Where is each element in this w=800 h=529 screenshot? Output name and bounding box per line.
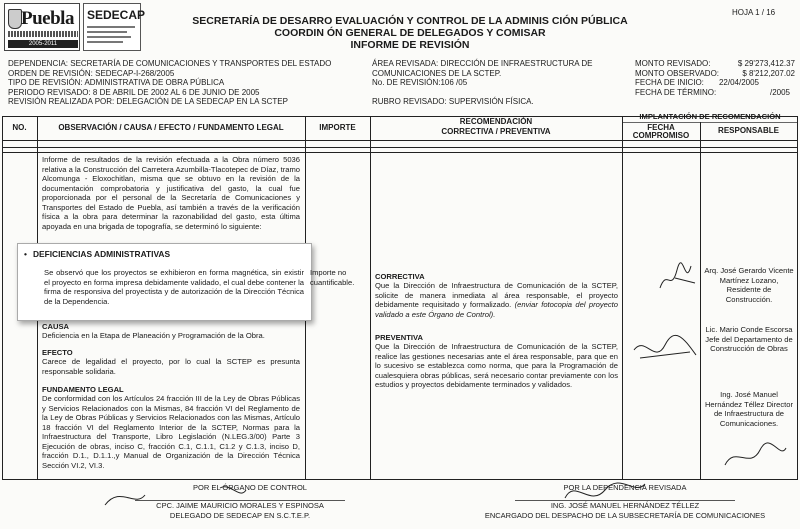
- info-tipo: TIPO DE REVISIÓN: ADMINISTRATIVA DE OBRA PÚBLICA: [8, 78, 225, 88]
- correctiva-body: Que la Dirección de Infraestructura de Comunicación de la SCTEP, solicite de manera inmediata al área responsable, el proyecto debidamente requisitado y formalizado.: [375, 281, 618, 309]
- header-recomendacion: RECOMENDACIÓN: [459, 117, 533, 126]
- fecha-termino-value: /2005: [769, 87, 790, 97]
- fecha-termino-label: FECHA DE TÉRMINO:: [635, 87, 717, 97]
- sedecap-text: SEDECAP: [87, 8, 146, 22]
- responsable-2: Lic. Mario Conde Escorsa Jefe del Departamento de Construcción de Obras: [705, 325, 793, 353]
- monto-revisado-value: $ 29'273,412.37: [737, 59, 795, 68]
- fundamento-title: FUNDAMENTO LEGAL: [42, 385, 124, 394]
- info-realizada: REVISIÓN REALIZADA POR: DELEGACIÓN DE LA SEDECAP EN LA SCTEP: [8, 97, 288, 107]
- info-no-revision: No. DE REVISIÓN:106 /05: [372, 78, 468, 88]
- preventiva-title: PREVENTIVA: [375, 333, 423, 342]
- logo-years: 2005-2011: [8, 40, 78, 48]
- title-line-3: INFORME DE REVISIÓN: [350, 39, 470, 51]
- puebla-logo: [4, 3, 80, 51]
- initials-signature-1: [655, 258, 700, 298]
- efecto-title: EFECTO: [42, 348, 73, 357]
- deficiencias-text: Se observó que los proyectos se exhibieron en forma magnética, sin existir el proyecto en forma impresa debidamente validado, el cual debe contener la firma de responsiva del proyectista y de autorización de la Dirección Técnica de la Dependencia.: [44, 268, 304, 306]
- correctiva-text: [375, 281, 618, 319]
- causa-text: Deficiencia en la Etapa de Planeación y Programación de la Obra.: [42, 331, 265, 340]
- info-left: [8, 59, 331, 107]
- importe-value: Importe no cuantificable.: [310, 268, 355, 287]
- logo-text: Puebla: [21, 8, 74, 29]
- header-compromiso: COMPROMISO: [632, 131, 690, 140]
- responsable-1: Arq. José Gerardo Vicente Martínez Lozano, Residente de Construcción.: [704, 266, 794, 304]
- responsable-3: Ing. José Manuel Hernández Téllez Director de Infraestructura de Comunicaciones.: [704, 390, 794, 428]
- info-mid: [372, 59, 592, 107]
- report-intro: Informe de resultados de la revisión efectuada a la Obra número 5036 relativa a la Construcción del Carretera Azumbilla-Tlacotepec de Díaz, tramo Alcomunga - Eloxochitlan, misma que se obtuvo en la revisión de la documentación comprobatoria y justificativa del gasto, la cual fue proporcionada por el personal de la Secretaría de Comunicaciones y Transportes del Estado de Puebla, así también a través de la verificación física a la obra para determinar la razonabilidad del gasto, esta última apoyada en una brigada de topografía, se determinó lo siguiente:: [42, 155, 300, 231]
- correctiva-title: CORRECTIVA: [375, 272, 425, 281]
- info-area: ÁREA REVISADA: DIRECCIÓN DE INFRAESTRUCTURA DE: [372, 59, 593, 68]
- coat-of-arms-icon: [8, 9, 22, 29]
- monto-observado-label: MONTO OBSERVADO:: [635, 68, 720, 78]
- monto-observado-value: $ 8'212,207.02: [742, 68, 795, 78]
- header-observacion: OBSERVACIÓN / CAUSA / EFECTO / FUNDAMENTO LEGAL: [58, 123, 284, 132]
- header-fecha: FECHA: [647, 123, 675, 132]
- initials-signature-3: [720, 440, 790, 475]
- info-periodo: PERIODO REVISADO: 8 DE ABRIL DE 2002 AL 6 DE JUNIO DE 2005: [8, 87, 260, 97]
- header-importe: IMPORTE: [319, 123, 356, 132]
- causa-title: CAUSA: [42, 322, 70, 331]
- title-line-2: COORDIN ÓN GENERAL DE DELEGADOS Y COMISAR: [274, 27, 546, 39]
- signature-left-label: POR EL ÓRGANO DE CONTROL: [193, 483, 307, 492]
- fecha-inicio-value: 22/04/2005: [718, 78, 759, 88]
- title-line-1: SECRETARÍA DE DESARRO EVALUACIÓN Y CONTROL DE LA ADMINIS CIÓN PÚBLICA: [192, 15, 628, 27]
- efecto-text: Carece de legalidad el proyecto, por lo cual la SCTEP es presunta responsable solidaria.: [42, 357, 300, 376]
- page-number: HOJA 1 / 16: [732, 8, 776, 17]
- logo-subtext: [8, 31, 78, 37]
- correctiva-note: (enviar fotocopia del proyecto validado a este Órgano de Control).: [375, 300, 618, 319]
- sedecap-logo: [83, 3, 146, 51]
- signature-left-name: CPC. JAIME MAURICIO MORALES Y ESPINOSA: [156, 501, 324, 510]
- info-rubro: RUBRO REVISADO: SUPERVISIÓN FÍSICA.: [372, 97, 534, 107]
- highlight-box: [17, 243, 312, 321]
- fecha-inicio-label: FECHA DE INICIO:: [635, 78, 704, 88]
- signature-right-name: ING. JOSÉ MANUEL HERNÁNDEZ TÉLLEZ: [550, 501, 700, 510]
- deficiencias-title-text: DEFICIENCIAS ADMINISTRATIVAS: [32, 249, 171, 259]
- monto-revisado-label: MONTO REVISADO:: [635, 59, 711, 68]
- header-responsable: RESPONSABLE: [718, 126, 779, 135]
- info-orden: ORDEN DE REVISIÓN: SEDECAP-I-268/2005: [8, 68, 175, 78]
- signature-left-scribble: [100, 480, 250, 510]
- preventiva-text: Que la Dirección de Infraestructura de Comunicación de la SCTEP, realice las gestiones necesarias ante el área responsable, para que en lo sucesivo se establezca como norma, que para la Programación de cualesquiera obras públicas, será necesario contar previamente con los estudios y proyectos debidamente terminados y validados.: [375, 342, 618, 389]
- fundamento-text: De conformidad con los Artículos 24 fracción III de la Ley de Obras Públicas y Servicios Relacionados con la Mismas, 84 fracción VI del Reglamento de la Ley de Obras Públicas y Servicios Relacionados con las Mismas, Artículo 18 fracción VI del Reglamento Interior de la SCTEP, Normas para la Infraestructura del Transporte, Libro Legislación (N.LEG.3/00) Parte 3 Ejecución de obras, inciso C, fracción C.1, C.1.1, C1.2 y C.1.3, inciso D, fracción D.1., D.1.1.,y Manual de Organización de la Dirección Técnica Sección VI.2, VI.3.: [42, 394, 300, 470]
- info-right: [635, 59, 795, 97]
- signature-right-scribble: [560, 478, 650, 508]
- info-dependencia: DEPENDENCIA: SECRETARÍA DE COMUNICACIONES Y TRANSPORTES DEL ESTADO: [8, 59, 332, 68]
- info-area-2: COMUNICACIONES DE LA SCTEP.: [372, 68, 502, 78]
- signature-left-title: DELEGADO DE SEDECAP EN S.C.T.E.P.: [169, 511, 311, 520]
- signature-right-title: ENCARGADO DEL DESPACHO DE LA SUBSECRETARÍA DE COMUNICACIONES: [484, 511, 766, 520]
- signature-right-label: POR LA DEPENDENCIA REVISADA: [563, 483, 687, 492]
- header-implantacion: IMPLANTACIÓN DE RECOMENDACIÓN: [639, 112, 781, 121]
- header-correctiva-preventiva: CORRECTIVA / PREVENTIVA: [441, 127, 551, 136]
- deficiencias-title: [24, 250, 170, 260]
- initials-signature-2: [630, 330, 700, 370]
- header-no: NO.: [12, 123, 27, 132]
